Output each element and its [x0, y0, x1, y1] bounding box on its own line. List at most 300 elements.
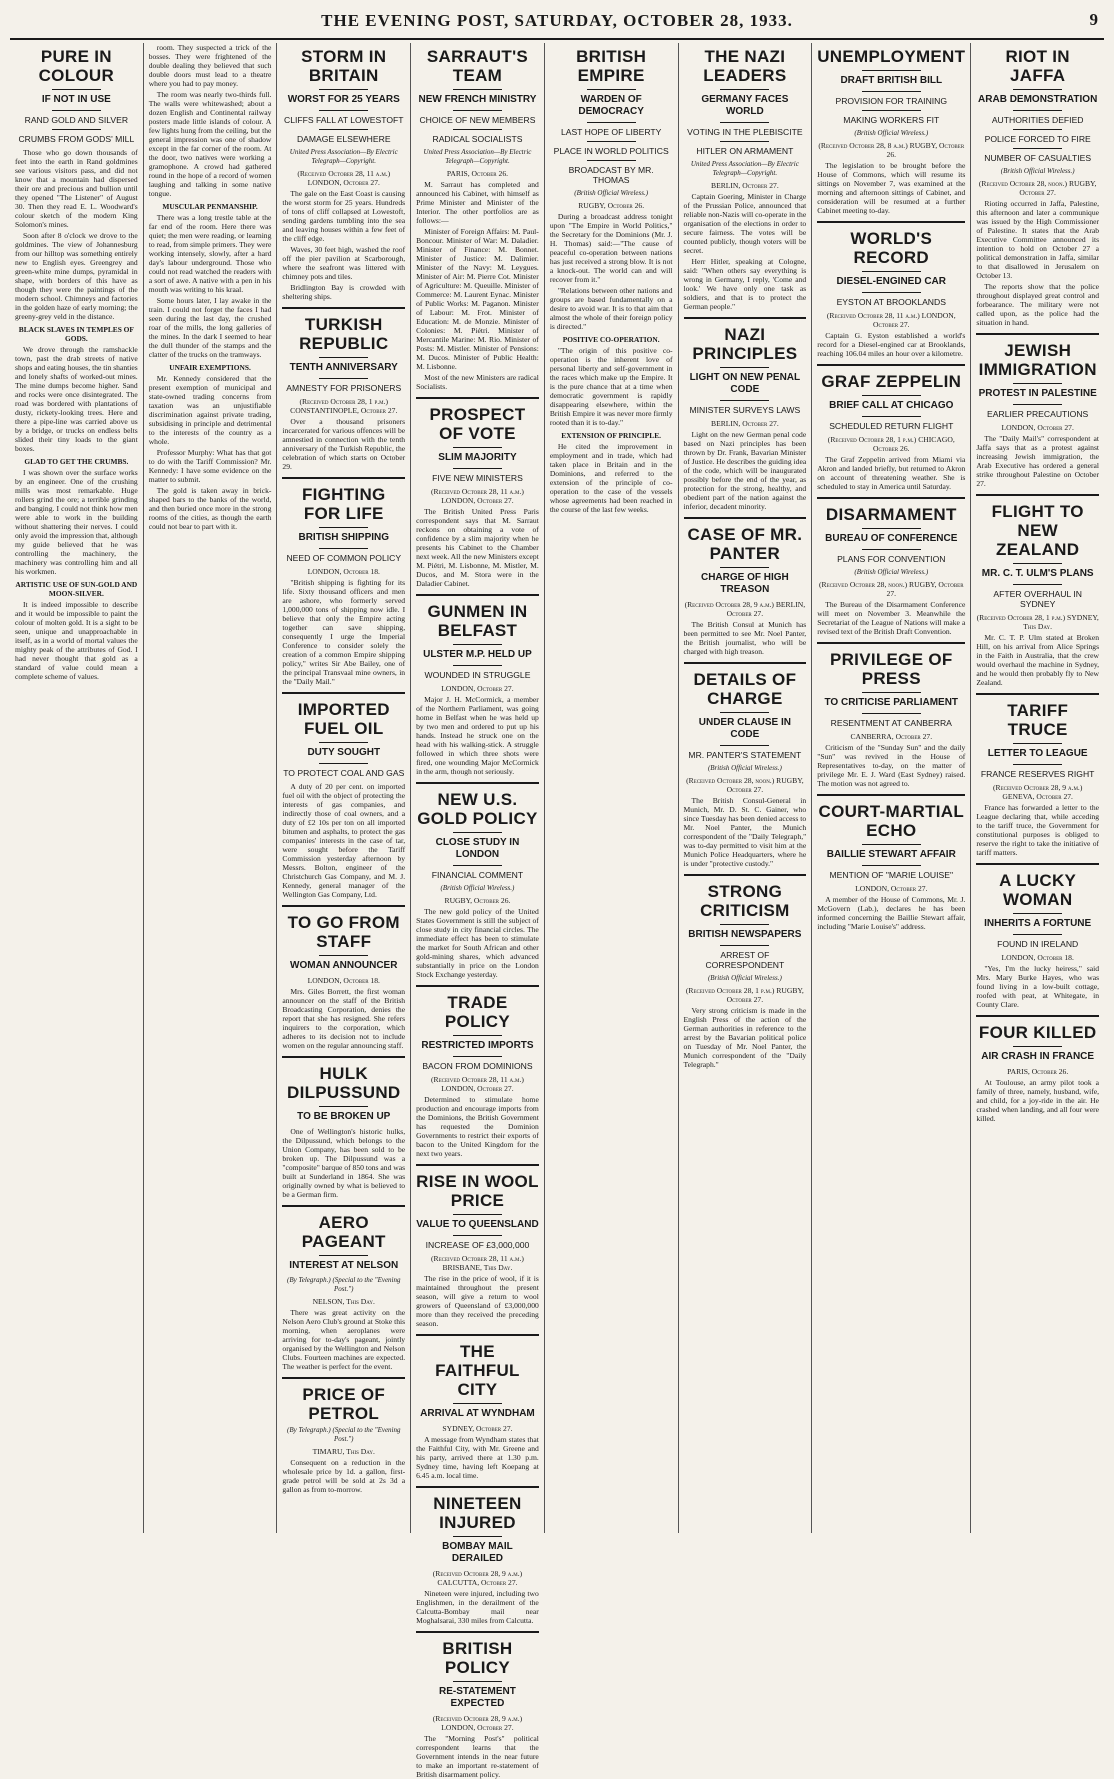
- story-subhead: PROTEST IN PALESTINE: [978, 388, 1097, 399]
- story-divider: [817, 497, 965, 499]
- paragraph: Mr. Kennedy considered that the present exemption of municipal and state-owned trading concerns from taxation was an unjustifiable discrimination against private trading, subsidising in principle and detrimental to the interests of the country as a whole.: [148, 374, 272, 446]
- subhead-rule: [453, 110, 502, 111]
- story-subhead: DIESEL-ENGINED CAR: [836, 276, 946, 287]
- dateline: (Received October 28, 11 a.m.) LONDON, October 27.: [826, 311, 956, 329]
- story: [550, 47, 673, 514]
- paragraph: Light on the new German penal code based on Nazi principles has been thrown by Dr. Frank, Bavarian Minister of Justice. He describes the guiding idea of the code, which will be inaugurated possibly before the end of the year, as protection for the strong, healthy, and obedient part of the nation against the inferior, decadent minority.: [683, 430, 807, 511]
- story: [15, 47, 138, 681]
- story-divider: [282, 1377, 405, 1379]
- paragraph: Captain G. Eyston established a world's record for a Diesel-engined car at Brooklands, reaching 106.04 miles an hour over a kilometre.: [817, 331, 966, 358]
- subhead-rule: [720, 567, 769, 568]
- dateline: (Received October 28, 9 a.m.) CALCUTTA, October 27.: [432, 1569, 523, 1587]
- story: [416, 1631, 539, 1779]
- subhead-rule: [587, 122, 636, 123]
- column-6: [679, 43, 813, 1533]
- subhead-rule: [720, 141, 769, 142]
- paragraph: "Relations between other nations and groups are based fundamentally on a desire to avoid war. It is to that aim that almost the whole of their foreign policy is directed.": [549, 286, 673, 331]
- story-headline: AERO PAGEANT: [301, 1213, 386, 1251]
- dateline: NELSON, This Day.: [312, 1297, 375, 1306]
- paragraph: "The origin of this positive co-operation is the inherent love of personal liberty and self-government in the races which make up the Empire. It is the pure chance that at a time when democratic government is rapidly disappearing elsewhere, within the British Empire it was never more firmly rooted than it is to-day.": [549, 346, 673, 427]
- paragraph: The new gold policy of the United States Government is still the subject of close study in city financial circles. The immediate effect has been to stimulate the market for South African and other gold-mining shares, which advanced substantially in price on the London Stock Exchange yesterday.: [416, 907, 539, 979]
- story-headline: TURKISH REPUBLIC: [299, 315, 389, 353]
- dateline: LONDON, October 27.: [441, 684, 514, 693]
- story-divider: [416, 782, 539, 784]
- story: [416, 985, 539, 1158]
- story-subhead: TO CRITICISE PARLIAMENT: [824, 697, 959, 708]
- subhead-rule: [319, 527, 368, 528]
- subhead-rule: [319, 548, 368, 549]
- story: [976, 863, 1099, 1009]
- story-subhead: PROVISION FOR TRAINING: [835, 96, 948, 106]
- story-headline: UNEMPLOYMENT: [817, 47, 966, 66]
- story-subhead: FRANCE RESERVES RIGHT: [980, 769, 1095, 779]
- paragraph: Those who go down thousands of feet into the earth in Rand goldmines see various visitors pass, and did not know that a mountain had dispersed their ore and precious and bullion until they opened "The Listener" of August 30. Then they read E. L. Woodward's colour sketch of the modern King Solomon's mines.: [15, 148, 138, 229]
- story-subhead: MR. C. T. ULM'S PLANS: [981, 568, 1094, 579]
- subhead-rule: [453, 89, 502, 90]
- story-headline: BRITISH EMPIRE: [576, 47, 647, 85]
- story-divider: [976, 333, 1099, 335]
- paragraph: The rise in the price of wool, if it is maintained throughout the present season, will give a return to wool growers of Queensland of £3,000,000 more than they received the preceding season.: [416, 1274, 539, 1328]
- story: [282, 477, 405, 686]
- subhead-rule: [1013, 383, 1062, 384]
- subhead-rule: [319, 129, 368, 130]
- story-subhead: RESENTMENT AT CANBERRA: [830, 718, 952, 728]
- story-subhead: TENTH ANNIVERSARY: [289, 362, 398, 373]
- dateline: (Received October 28, 9 a.m.) LONDON, October 27.: [432, 1714, 523, 1732]
- story-divider: [976, 863, 1099, 865]
- story-subhead: DUTY SOUGHT: [307, 747, 381, 758]
- story-divider: [684, 517, 807, 519]
- story-subhead: VALUE TO QUEENSLAND: [416, 1219, 539, 1230]
- story-subhead: LIGHT ON NEW PENAL CODE: [689, 372, 801, 395]
- subhead-rule: [587, 160, 636, 161]
- subhead-rule: [453, 832, 502, 833]
- story: [684, 662, 807, 868]
- paragraph: A message from Wyndham states that the Faithful City, with Mr. Greene and his party, arrived there at 1.30 p.m. Sydney time, having left Koepang at 6.45 a.m. local time.: [416, 1435, 539, 1480]
- story-subhead: ARRIVAL AT WYNDHAM: [420, 1408, 535, 1419]
- dateline: LONDON, October 18.: [307, 567, 380, 576]
- subhead-rule: [1013, 89, 1062, 90]
- subhead-rule: [453, 1403, 502, 1404]
- story-headline: CASE OF MR. PANTER: [687, 525, 803, 563]
- subhead-rule: [862, 865, 921, 866]
- masthead: [10, 4, 1104, 40]
- wire-credit: (British Official Wireless.): [707, 764, 782, 772]
- subhead-rule: [587, 141, 636, 142]
- dateline: RUGBY, October 26.: [578, 201, 645, 210]
- story-subhead: GERMANY FACES WORLD: [701, 94, 789, 117]
- dateline: TIMARU, This Day.: [312, 1447, 375, 1456]
- story-subhead: WORST FOR 25 YEARS: [287, 94, 400, 105]
- story-subhead: INHERITS A FORTUNE: [984, 918, 1092, 929]
- subhead-rule: [319, 763, 368, 764]
- subhead-rule: [1013, 110, 1062, 111]
- wire-credit: United Press Association—By Electric Telegraph—Copyright.: [423, 148, 532, 165]
- subhead-rule: [720, 745, 769, 746]
- story: [817, 364, 965, 491]
- paragraph: Soon after 8 o'clock we drove to the goldmines. The view of Johannesburg from our hilltop was something entirely new to English eyes. Greengrey and green-white mine dumps, pyramidal in shape, with borders of this have as though they were the paintings of the modern school. Chimneys and factories in the golden haze of early morning; the greeny-grey veld in the distance.: [15, 231, 138, 321]
- subhead-rule: [862, 416, 921, 417]
- story-subhead: SLIM MAJORITY: [438, 452, 517, 463]
- wire-credit: (British Official Wireless.): [854, 129, 929, 137]
- dateline: (Received October 28, 1 p.m.) CHICAGO, October 26.: [827, 435, 955, 453]
- subhead-rule: [453, 644, 502, 645]
- story: [282, 307, 405, 471]
- story-subhead: RAND GOLD AND SILVER: [24, 115, 129, 125]
- story-subhead: BRITISH NEWSPAPERS: [688, 929, 802, 940]
- story-subhead: POLICE FORCED TO FIRE: [984, 134, 1091, 144]
- paragraph: The British United Press Paris correspondent says that M. Sarraut reckons on obtaining a vote of confidence by a slim majority when he presents his Cabinet to the Chamber next week. All the new Ministers except M. Piétri, M. Lisbonne, M. Mistler, M. Ducos, and M. Stora were in the Daladier Cabinet.: [416, 507, 539, 588]
- story-subhead: AIR CRASH IN FRANCE: [981, 1051, 1095, 1062]
- story-subhead: AFTER OVERHAUL IN SYDNEY: [993, 589, 1082, 609]
- paragraph: Waves, 30 feet high, washed the roof off the pier pavilion at Scarborough, where the seafront was littered with chimney pots and tiles.: [282, 245, 406, 281]
- story-divider: [684, 317, 807, 319]
- story-subhead: HITLER ON ARMAMENT: [696, 146, 794, 156]
- story-headline: SARRAUT'S TEAM: [426, 47, 529, 85]
- story-subhead: WARDEN OF DEMOCRACY: [578, 94, 644, 117]
- subhead-rule: [587, 89, 636, 90]
- subhead-rule: [1013, 148, 1062, 149]
- subhead-rule: [1013, 1046, 1062, 1047]
- dateline: CANBERRA, October 27.: [850, 732, 933, 741]
- story-divider: [282, 1205, 405, 1207]
- story: [684, 517, 807, 656]
- subhead-rule: [862, 271, 921, 272]
- section-subhead: POSITIVE CO-OPERATION.: [562, 335, 660, 344]
- paragraph: We drove through the ramshackle town, past the drab streets of native shops and eating houses, the tin shanties and lonely shafts of worked-out mines. The mine dumps become higher. Sand and rocks were once disintegrated. The road was bordered with plantations of dusty, rickety-looking trees. Here and there a pipe-line was carried above us by a bridge, or trucks on endless belts slided their tiny loads to the giant boxes.: [15, 345, 138, 453]
- subhead-rule: [319, 89, 368, 90]
- paragraph: Some hours later, I lay awake in the train. I could not forget the faces I had seen during the last day, the crushed roar of the mills, the long galleries of the mines. In the dark I seemed to hear the dull thunder of the stamps and the clatter of the trucks on the tramways.: [148, 296, 272, 359]
- story-divider: [416, 1164, 539, 1166]
- subhead-rule: [453, 1214, 502, 1215]
- story-subhead: ULSTER M.P. HELD UP: [423, 649, 532, 660]
- story-subhead: BAILLIE STEWART AFFAIR: [826, 849, 956, 860]
- story-divider: [416, 1334, 539, 1336]
- dateline: BERLIN, October 27.: [711, 181, 779, 190]
- story: [282, 1056, 405, 1199]
- column-1: [10, 43, 144, 1533]
- story-subhead: WOMAN ANNOUNCER: [290, 960, 398, 971]
- dateline: RUGBY, October 26.: [444, 896, 511, 905]
- story: [817, 221, 965, 358]
- story-headline: BRITISH POLICY: [442, 1639, 513, 1677]
- subhead-rule: [453, 1681, 502, 1682]
- story: [976, 47, 1099, 327]
- paragraph: Herr Hitler, speaking at Cologne, said: "When others say everything is wrong in Germany, I reply, 'Come and look.' We have only one task as soldiers, and that is to protect the German people.": [683, 257, 807, 311]
- paragraph: A duty of 20 per cent. on imported fuel oil with the object of protecting the interests of gas companies, and indirectly those of coal owners, and a duty of £2 10s per ton on all imported bitumen and asphalts, to protect the gas companies' interests in the case of tar, were sought before the Tariff Commission yesterday afternoon by Messrs. Bolton, engineer of the Christchurch Gas Company, and M. J. Kennedy, general manager of the Wellington Gas Company, Ltd.: [282, 782, 406, 899]
- wire-credit: (British Official Wireless.): [707, 974, 782, 982]
- paragraph: It is indeed impossible to describe and it would be impossible to paint the colour of molten gold. It is a sight to be seen, unique and unapproachable in itself, as in a world of mortal values the mighty peak of the attributes of God. I had never thought that gold as a standard of value could mean a complete scheme of values.: [15, 600, 138, 681]
- subhead-rule: [862, 110, 921, 111]
- column-8: [971, 43, 1104, 1533]
- story-subhead: ARREST OF CORRESPONDENT: [705, 950, 785, 970]
- story: [684, 317, 807, 511]
- subhead-rule: [1013, 563, 1062, 564]
- paragraph: There was great activity on the Nelson Aero Club's ground at Stoke this morning, when aeroplanes were arriving for to-day's pageant, jointly organised by the Wellington and Nelson Clubs. Fourteen machines are expected. The weather is perfect for the event.: [282, 1308, 406, 1371]
- paragraph: Nineteen were injured, including two Englishmen, in the derailment of the Calcutta-Bombay mail near Moghalsarai, 330 miles from Calcutta.: [416, 1589, 539, 1625]
- story-subhead: FOUND IN IRELAND: [997, 939, 1079, 949]
- story-headline: STRONG CRITICISM: [700, 882, 790, 920]
- story-headline: TARIFF TRUCE: [1007, 701, 1069, 739]
- dateline: (Received October 28, 11 a.m.) LONDON, October 27.: [431, 1075, 524, 1093]
- story-subhead: INCREASE OF £3,000,000: [425, 1240, 530, 1250]
- wire-credit: (By Telegraph.) (Special to the "Evening Post."): [287, 1276, 401, 1293]
- story-divider: [416, 1631, 539, 1633]
- story-divider: [282, 905, 405, 907]
- story-divider: [282, 477, 405, 479]
- paragraph: Very strong criticism is made in the English Press of the action of the German authorities in reference to the arrest by the Bavarian political police on Tuesday of Mr. Noel Panter, the Munich correspondent of the "Daily Telegraph.": [683, 1006, 807, 1069]
- subhead-rule: [319, 110, 368, 111]
- paragraph: A member of the House of Commons, Mr. J. McGovern (Lab.), declares he has been informed concerning the Baillie Stewart affair, including "Marie Louise's" address.: [817, 895, 966, 931]
- subhead-rule: [453, 447, 502, 448]
- story-subhead: SCHEDULED RETURN FLIGHT: [829, 421, 954, 431]
- story: [282, 905, 405, 1050]
- section-subhead: GLAD TO GET THE CRUMBS.: [24, 457, 129, 466]
- dateline: (Received October 28, 11 a.m.) LONDON, October 27.: [297, 169, 391, 187]
- subhead-rule: [453, 1056, 502, 1057]
- dateline: (Received October 28, noon.) RUGBY, October 27.: [978, 179, 1097, 197]
- story-divider: [416, 397, 539, 399]
- paragraph: The British Consul-General in Munich, Mr. D. St. C. Gainer, who since Tuesday has been denied access to Mr. Noel Panter, the Munich correspondent of the "Daily Telegraph," was to-day permitted to visit him at the Munich Police Headquarters, where he is under "protective custody.": [683, 796, 807, 868]
- dateline: PARIS, October 26.: [446, 169, 509, 178]
- story-headline: HULK DILPUSSUND: [287, 1064, 401, 1102]
- paragraph: Minister of Foreign Affairs: M. Paul-Boncour. Minister of War: M. Daladier. Minister of Finance: M. Bonnet. Minister of Justice: M. Dalimier. Minister of the Navy: M. Leygues. Minister of Air: M. Pierre Cot. Minister of Agriculture: M. Queuille. Minister of Commerce: M. Laurent Eynac. Minister of Public Works: M. Paganon. Minister of Labour: M. Frot. Minister of Education: M. de Monzie. Minister of Colonies: M. Piétri. Minister of Mercantile Marine: M. Rio. Minister of Posts: M. Mistler. Minister of Pensions: M. Ducos. Minister of Public Health: M. Lisbonne.: [416, 227, 539, 371]
- subhead-rule: [862, 70, 921, 71]
- story-divider: [416, 1486, 539, 1488]
- subhead-rule: [319, 742, 368, 743]
- story-subhead: MENTION OF "MARIE LOUISE": [829, 870, 954, 880]
- paragraph: The legislation to be brought before the House of Commons, which will resume its sittings on November 7, was examined at the morning and afternoon sittings of Cabinet, and consideration will be resumed at a further Cabinet meeting to-day.: [817, 161, 966, 215]
- story-divider: [976, 1015, 1099, 1017]
- story-headline: IMPORTED FUEL OIL: [297, 700, 390, 738]
- dateline: LONDON, October 27.: [1001, 423, 1074, 432]
- story-divider: [817, 642, 965, 644]
- story: [282, 47, 405, 301]
- section-subhead: UNFAIR EXEMPTIONS.: [169, 363, 251, 372]
- subhead-rule: [862, 395, 921, 396]
- story-headline: FOUR KILLED: [978, 1023, 1097, 1042]
- story-subhead: BRITISH SHIPPING: [298, 532, 390, 543]
- story: [416, 47, 539, 391]
- columns-container: [10, 43, 1104, 1779]
- paragraph: At Toulouse, an army pilot took a family of three, namely, husband, wife, and child, for a joy-ride in the air. He crashed when landing, and all four were killed.: [976, 1078, 1100, 1123]
- paragraph: Mrs. Giles Borrett, the first woman announcer on the staff of the British Broadcasting Corporation, denies the report that she has resigned. She refers inquirers to the corporation, which adheres to its decision not to include women on the regular announcing staff.: [282, 987, 406, 1050]
- story-subhead: EYSTON AT BROOKLANDS: [836, 297, 946, 307]
- story-subhead: EARLIER PRECAUTIONS: [987, 409, 1089, 419]
- story-divider: [282, 692, 405, 694]
- story-headline: NEW U.S. GOLD POLICY: [417, 790, 538, 828]
- dateline: (Received October 28, 1 p.m.) RUGBY, October 27.: [685, 986, 804, 1004]
- subhead-rule: [319, 378, 368, 379]
- dateline: (Received October 28, 11 a.m.) BRISBANE, This Day.: [431, 1254, 524, 1272]
- story: [416, 1486, 539, 1625]
- subhead-rule: [1013, 404, 1062, 405]
- story-subhead: MR. PANTER'S STATEMENT: [688, 750, 802, 760]
- paragraph: Bridlington Bay is crowded with sheltering ships.: [282, 283, 406, 301]
- story: [282, 1205, 405, 1371]
- section-subhead: BLACK SLAVES IN TEMPLES OF GODS.: [18, 325, 134, 343]
- story: [282, 692, 405, 899]
- story-divider: [684, 662, 807, 664]
- page-number: 9: [1089, 10, 1098, 29]
- story-headline: JEWISH IMMIGRATION: [978, 341, 1097, 379]
- story-subhead: UNDER CLAUSE IN CODE: [698, 717, 791, 740]
- story-headline: RISE IN WOOL PRICE: [416, 1172, 539, 1210]
- column-7: [812, 43, 971, 1533]
- dateline: LONDON, October 18.: [1001, 953, 1074, 962]
- subhead-rule: [1013, 934, 1062, 935]
- story-subhead: INTEREST AT NELSON: [289, 1260, 399, 1271]
- paragraph: One of Wellington's historic hulks, the Dilpussund, which belongs to the Union Company, has been sold to be broken up. The Dilpussund was a "composite" barque of 850 tons and was built at Sunderland in 1864. She was originally owned by what is believed to be a German firm.: [282, 1127, 406, 1199]
- story: [416, 594, 539, 776]
- story: [817, 794, 965, 931]
- story: [282, 1377, 405, 1494]
- subhead-rule: [720, 367, 769, 368]
- paragraph: "British shipping is fighting for its life. Sixty thousand officers and men are ashore, who formerly served 1,000,000 tons of shipping now idle. I believe that only the Empire acting together can save shipping, consequently I urge the Imperial Conference to consider solely the creation of a common Empire shipping policy," writes Sir Abe Bailey, one of the principal Transvaal mine owners, in the "Daily Mail.": [282, 578, 406, 686]
- story: [976, 1015, 1099, 1123]
- story-headline: GRAF ZEPPELIN: [821, 372, 962, 391]
- story-headline: STORM IN BRITAIN: [301, 47, 387, 85]
- story: [976, 494, 1099, 687]
- story-subhead: AMNESTY FOR PRISONERS: [286, 383, 402, 393]
- wire-credit: United Press Association—By Electric Telegraph—Copyright.: [690, 160, 799, 177]
- story-subhead: DRAFT BRITISH BILL: [840, 75, 943, 86]
- subhead-rule: [1013, 584, 1062, 585]
- dateline: (Received October 28, 9 a.m.) BERLIN, October 27.: [684, 600, 806, 618]
- paragraph: Consequent on a reduction in the wholesale price by 1d. a gallon, first-grade petrol will be sold at 2s 3d a gallon as from to-morrow.: [282, 1458, 406, 1494]
- dateline: (Received October 28, 1 p.m.) SYDNEY, This Day.: [976, 613, 1099, 631]
- column-3: [277, 43, 411, 1533]
- paragraph: Major J. H. McCormick, a member of the Northern Parliament, was going home in Belfast when he was held up by two men and ordered to put up his hands. Instead he struck one on the head with his walking-stick. A struggle followed in which three shots were fired, one wounding Major McCormick in the arm, though not seriously.: [416, 695, 539, 776]
- paragraph: The British Consul at Munich has been permitted to see Mr. Noel Panter, the British journalist, who will be charged with high treason.: [683, 620, 807, 656]
- dateline: BERLIN, October 27.: [711, 419, 779, 428]
- story: [817, 642, 965, 788]
- wire-credit: (By Telegraph.) (Special to the "Evening Post."): [287, 1426, 401, 1443]
- subhead-rule: [52, 110, 101, 111]
- story-subhead: CHARGE OF HIGH TREASON: [700, 572, 789, 595]
- story-subhead: CRUMBS FROM GODS' MILL: [18, 134, 135, 144]
- story-subhead: AUTHORITIES DEFIED: [991, 115, 1084, 125]
- subhead-rule: [862, 528, 921, 529]
- subhead-rule: [862, 713, 921, 714]
- dateline: LONDON, October 27.: [855, 884, 928, 893]
- story-headline: NINETEEN INJURED: [433, 1494, 522, 1532]
- subhead-rule: [319, 1255, 368, 1256]
- paragraph: Criticism of the "Sunday Sun" and the daily "Sun" was revived in the House of Representatives to-day, on the matter of privilege Mr. E. J. Ward (East Sydney) raised. The motion was not agreed to.: [817, 743, 966, 788]
- story-divider: [817, 364, 965, 366]
- paragraph: During a broadcast address tonight upon "The Empire in World Politics," the Secretary for the Dominions (Mr. J. H. Thomas) said:—"The cause of peaceful co-operation between nations has just received a strong blow. It is not a knock-out. The world can and will recover from it.": [549, 212, 673, 284]
- story-headline: TRADE POLICY: [444, 993, 510, 1031]
- section-subhead: EXTENSION OF PRINCIPLE.: [561, 431, 662, 440]
- story-subhead: TO PROTECT COAL AND GAS: [283, 768, 405, 778]
- dateline: (Received October 28, 11 a.m.) LONDON, October 27.: [431, 487, 524, 505]
- column-2: [144, 43, 278, 1533]
- story-headline: RIOT IN JAFFA: [1005, 47, 1070, 85]
- story-divider: [976, 494, 1099, 496]
- dateline: SYDNEY, October 27.: [442, 1424, 513, 1433]
- paragraph: Determined to stimulate home production and encourage imports from the Dominions, the British Government has requested the Dominion Governments to restrict their exports of bacon to the United Kingdom for the next two years.: [416, 1095, 539, 1158]
- paragraph: Mr. C. T. P. Ulm stated at Broken Hill, on his arrival from Alice Springs in the Faith in Australia, that the crew would overhaul the machine in Sydney, and he would then probably fly to New Zealand.: [976, 633, 1100, 687]
- subhead-rule: [720, 89, 769, 90]
- story-divider: [282, 1056, 405, 1058]
- story-subhead: VOTING IN THE PLEBISCITE: [687, 127, 803, 137]
- wire-credit: (British Official Wireless.): [440, 884, 515, 892]
- story: [416, 1334, 539, 1480]
- paragraph: He cited the improvement in employment and in trade, which had taken place in Britain and in the Dominions, and referred to the extension of the principle of co-operation to the case of the vessels whose agreements had been reached in the course of the last few weeks.: [549, 442, 673, 514]
- story: [817, 47, 965, 215]
- story-headline: DETAILS OF CHARGE: [693, 670, 797, 708]
- story-subhead: RESTRICTED IMPORTS: [421, 1040, 534, 1051]
- story-divider: [684, 874, 807, 876]
- paragraph: The room was nearly two-thirds full. The walls were whitewashed; about a dozen English and Continental railway posters made little islands of colour. A few lights hung from the ceiling, but the general impression was one of shadow except in the far corner of the room. At the door, two natives were working a gramophone. A crowd had gathered round in the hope of a record of women laughing and talking in some native tongue.: [148, 90, 272, 198]
- story-headline: PURE IN COLOUR: [38, 47, 115, 85]
- subhead-rule: [720, 945, 769, 946]
- subhead-rule: [453, 1035, 502, 1036]
- subhead-rule: [1013, 743, 1062, 744]
- story: [149, 43, 272, 531]
- story-subhead: NEED OF COMMON POLICY: [286, 553, 402, 563]
- story-subhead: BOMBAY MAIL DERAILED: [442, 1541, 513, 1564]
- subhead-rule: [453, 129, 502, 130]
- wire-credit: United Press Association—By Electric Telegraph—Copyright.: [289, 148, 398, 165]
- masthead-title: THE EVENING POST, SATURDAY, OCTOBER 28, 1933.: [321, 11, 793, 30]
- story-headline: DISARMAMENT: [825, 505, 957, 524]
- story: [976, 333, 1099, 488]
- subhead-rule: [453, 865, 502, 866]
- story-subhead: WOUNDED IN STRUGGLE: [424, 670, 531, 680]
- story-headline: PRICE OF PETROL: [302, 1385, 386, 1423]
- subhead-rule: [52, 129, 101, 130]
- story-subhead: RADICAL SOCIALISTS: [432, 134, 523, 144]
- dateline: (Received October 28, 8 a.m.) RUGBY, October 26.: [818, 141, 965, 159]
- paragraph: Over a thousand prisoners incarcerated for various offences will be amnestied in connection with the tenth anniversary of the Turkish Republic, the celebration of which starts on October 29.: [282, 417, 406, 471]
- paragraph: "Yes, I'm the lucky heiress," said Mrs. Mary Burke Hayes, who was found living in a low-built cottage, roofed with peat, at Whitegate, in County Clare.: [976, 964, 1100, 1009]
- story-divider: [976, 693, 1099, 695]
- story: [684, 874, 807, 1069]
- dateline: (Received October 28, 9 a.m.) GENEVA, October 27.: [992, 783, 1083, 801]
- story-subhead: FINANCIAL COMMENT: [431, 870, 524, 880]
- subhead-rule: [1013, 129, 1062, 130]
- wire-credit: (British Official Wireless.): [1000, 167, 1075, 175]
- subhead-rule: [52, 89, 101, 90]
- paragraph: The gale on the East Coast is causing the worst storm for 25 years. Hundreds of tons of cliff collapsed at Lowestoft, sending gardens tumbling into the sea and leaving houses within a few feet of the cliff edge.: [282, 189, 406, 243]
- story: [684, 47, 807, 311]
- story-headline: FIGHTING FOR LIFE: [301, 485, 386, 523]
- column-5: [545, 43, 679, 1533]
- story-subhead: NUMBER OF CASUALTIES: [984, 153, 1092, 163]
- story-subhead: RE-STATEMENT EXPECTED: [439, 1686, 516, 1709]
- subhead-rule: [453, 468, 502, 469]
- story-headline: THE FAITHFUL CITY: [435, 1342, 520, 1399]
- story-subhead: TO BE BROKEN UP: [297, 1111, 391, 1122]
- story-subhead: BRIEF CALL AT CHICAGO: [829, 400, 954, 411]
- subhead-rule: [720, 122, 769, 123]
- story-subhead: PLANS FOR CONVENTION: [837, 554, 946, 564]
- story-divider: [282, 307, 405, 309]
- paragraph: The reports show that the police throughout displayed great control and forbearance. The military were not called upon, as the police had the situation in hand.: [976, 282, 1100, 327]
- story-divider: [817, 794, 965, 796]
- subhead-rule: [453, 1536, 502, 1537]
- subhead-rule: [862, 692, 921, 693]
- story-subhead: MAKING WORKERS FIT: [843, 115, 940, 125]
- paragraph: There was a long trestle table at the far end of the room. Here there was quiet; the men were reading, or learning to read, from simple primers. They were working intensely, slowly, after a hard day's labour underground. Those who could not read watched the readers with a sort of awe. A native with a pen in his mouth was writing to his kraal.: [148, 213, 272, 294]
- story-subhead: LETTER TO LEAGUE: [987, 748, 1088, 759]
- story-divider: [416, 985, 539, 987]
- story: [416, 397, 539, 588]
- story-subhead: PLACE IN WORLD POLITICS: [553, 146, 669, 156]
- subhead-rule: [1013, 764, 1062, 765]
- paragraph: Captain Goering, Minister in Charge of the Prussian Police, announced that reliable non-Nazis will co-operate in the organisation of the elections in order to secure fairness. The votes will be counted publicly, though voters will be secret.: [683, 192, 807, 255]
